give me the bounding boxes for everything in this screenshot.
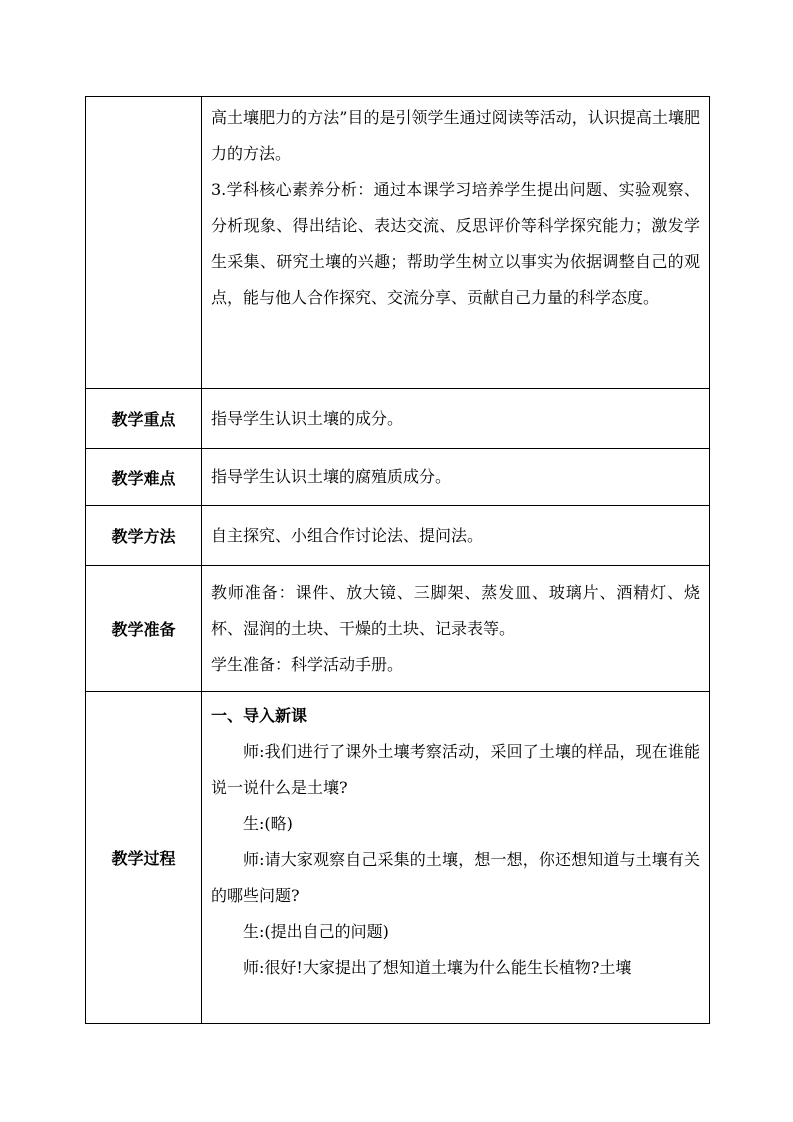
student-preparation-text: 学生准备：科学活动手册。 [211, 654, 404, 674]
objectives-paragraph: 高土壤肥力的方法”目的是引领学生通过阅读等活动，认识提高土壤肥力的方法。 [211, 108, 700, 163]
difficult-points-content [202, 449, 710, 506]
process-line: 生:(略) [243, 814, 293, 833]
preparation-row [86, 566, 710, 692]
process-line: 师:请大家观察自己采集的土壤，想一想，你还想知道与土壤有关的哪些问题? [211, 850, 700, 905]
difficult-points-text: 指导学生认识土壤的腐殖质成分。 [211, 467, 452, 486]
methods-text: 自主探究、小组合作讨论法、提问法。 [211, 525, 484, 545]
process-section-heading: 一、导入新课 [211, 706, 308, 725]
methods-row [86, 506, 710, 566]
preparation-label: 教学准备 [86, 566, 202, 692]
process-row [86, 692, 710, 1024]
process-content [202, 692, 710, 1024]
methods-label: 教学方法 [86, 506, 202, 566]
process-line: 师:我们进行了课外土壤考察活动，采回了土壤的样品，现在谁能说一说什么是土壤? [211, 742, 700, 797]
key-points-row [86, 389, 710, 449]
core-literacy-paragraph: 3.学科核心素养分析：通过本课学习培养学生提出问题、实验观察、分析现象、得出结论、表达交流、反思评价等科学探究能力；激发学生采集、研究土壤的兴趣；帮助学生树立以事实为依据调整自己的观点，能与他人合作探究、交流分享、贡献自己力量的科学态度。 [211, 180, 700, 307]
key-points-text: 指导学生认识土壤的成分。 [211, 408, 404, 428]
process-label: 教学过程 [86, 692, 202, 1024]
methods-content [202, 506, 710, 566]
difficult-points-label: 教学难点 [86, 449, 202, 506]
objectives-label [86, 97, 202, 389]
lesson-plan-table [85, 96, 710, 1024]
difficult-points-row [86, 449, 710, 506]
process-line: 生:(提出自己的问题) [243, 922, 389, 941]
objectives-row [86, 97, 710, 389]
process-line: 师:很好!大家提出了想知道土壤为什么能生长植物?土壤 [243, 958, 632, 977]
key-points-content [202, 389, 710, 449]
key-points-label: 教学重点 [86, 389, 202, 449]
teacher-preparation-text: 教师准备：课件、放大镜、三脚架、蒸发皿、玻璃片、酒精灯、烧杯、湿润的土块、干燥的土块、记录表等。 [211, 582, 700, 638]
objectives-content [202, 97, 710, 389]
preparation-content [202, 566, 710, 692]
